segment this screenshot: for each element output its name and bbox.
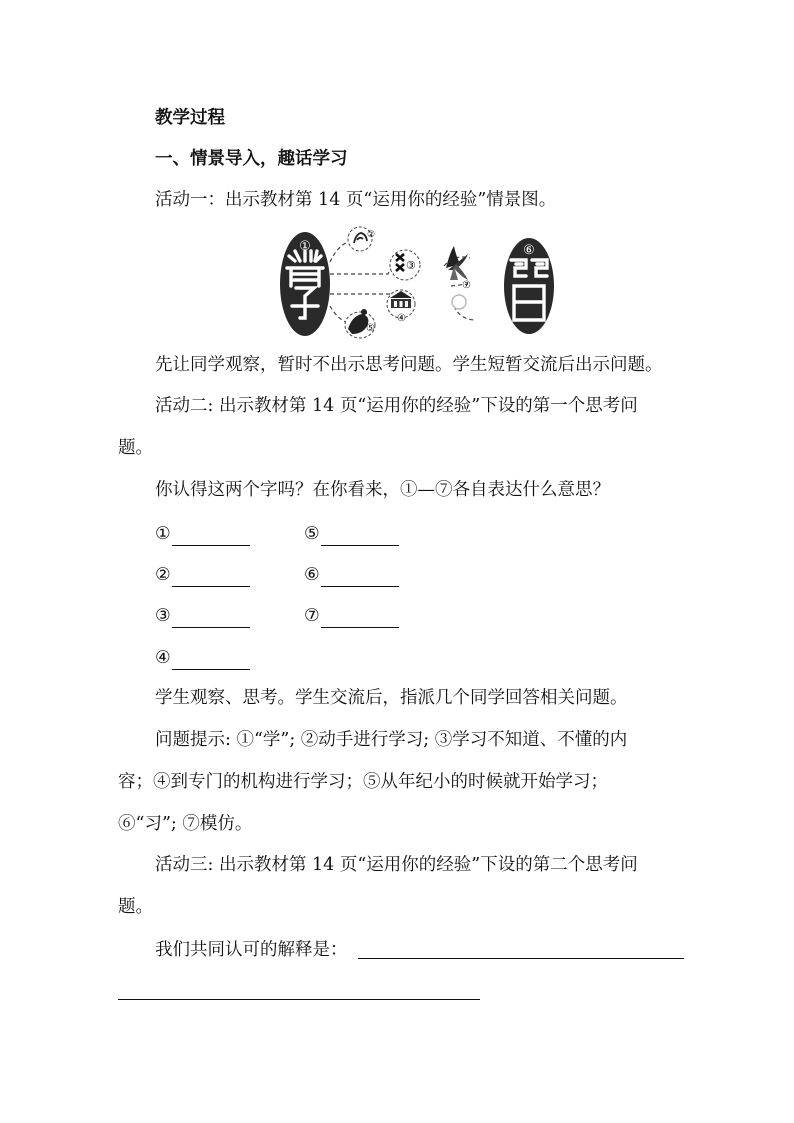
svg-text:⑤: ⑤ [366,323,375,334]
hint-line-3: ⑥“习”; ⑦模仿。 [118,814,253,834]
answer-blank-7[interactable]: ⑦ [304,604,399,628]
building-icon [387,290,415,324]
answer-blank-3[interactable]: ③ [155,604,250,628]
activity-3-line-2: 题。 [118,897,153,917]
section-title: 一、情景导入，趣话学习 [155,149,348,169]
svg-text:⑦: ⑦ [462,280,471,291]
svg-text:③: ③ [406,259,416,272]
answer-blank-4[interactable]: ④ [155,646,250,670]
hands-icon [348,227,375,251]
answer-line[interactable] [321,527,399,546]
question-text: 你认得这两个字吗？在你看来，①—⑦各自表达什么意思？ [155,480,610,500]
activity-2-line-2: 题。 [118,438,153,458]
answer-blank-1[interactable]: ① [155,522,250,546]
answer-blank-5[interactable]: ⑤ [304,522,399,546]
answer-line[interactable] [172,651,250,670]
discuss-text: 学生观察、思考。学生交流后，指派几个同学回答相关问题。 [155,688,628,708]
explain-answer-line-2[interactable] [118,999,480,1000]
answer-blank-6[interactable]: ⑥ [304,563,399,587]
answer-line[interactable] [172,568,250,587]
hint-line-1: 问题提示: ①“学”; ②动手进行学习; ③学习不知道、不懂的内 [155,730,628,750]
answer-line[interactable] [321,568,399,587]
explain-answer-line-1[interactable] [358,958,684,959]
answer-line[interactable] [172,609,250,628]
activity-1: 活动一：出示教材第 14 页“运用你的经验”情景图。 [155,190,557,210]
marker-6-label: ⑥ [523,243,535,258]
hint-line-2: 容；④到专门的机构进行学习；⑤从年纪小的时候就开始学习； [118,772,608,792]
answer-line[interactable] [172,527,250,546]
answer-blank-2[interactable]: ② [155,563,250,587]
explain-label: 我们共同认可的解释是： [155,940,348,960]
heading: 教学过程 [155,108,225,128]
marker-1-label: ① [299,239,311,254]
bird-icon [446,246,471,309]
scene-figure [278,224,556,344]
answer-line[interactable] [321,609,399,628]
svg-text:④: ④ [397,313,406,324]
activity-2-line-1: 活动二: 出示教材第 14 页“运用你的经验”下设的第一个思考问 [155,396,638,416]
observe-text: 先让同学观察，暂时不出示思考问题。学生短暂交流后出示问题。 [155,355,663,375]
activity-3-line-1: 活动三: 出示教材第 14 页“运用你的经验”下设的第二个思考问 [155,855,638,875]
child-icon [345,309,375,338]
svg-text:②: ② [367,230,376,240]
cross-marks-icon [390,250,420,280]
